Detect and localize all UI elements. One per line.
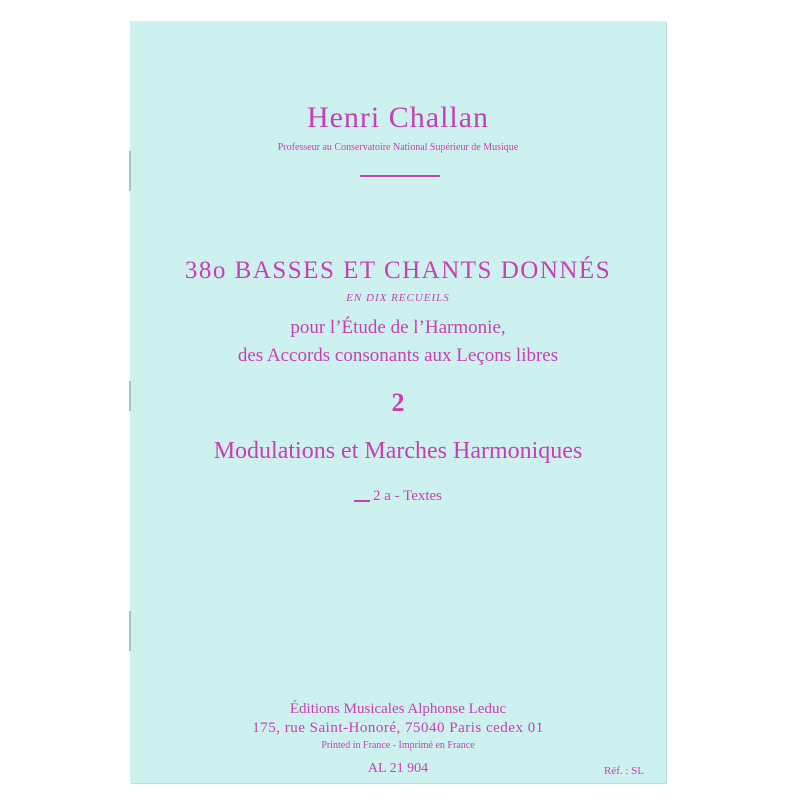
book-subtitle: EN DIX RECUEILS <box>346 292 450 304</box>
volume-number: 2 <box>391 388 405 417</box>
book-cover <box>130 21 666 783</box>
reference-code: Réf. : SL <box>603 765 644 777</box>
binding-mark <box>129 151 131 191</box>
author-name: Henri Challan <box>306 101 490 134</box>
catalog-number: AL 21 904 <box>367 761 429 776</box>
printed-in: Printed in France - Imprimé en France <box>321 740 475 751</box>
volume-part-label: 2 a - Textes <box>372 488 443 504</box>
publisher-name: Éditions Musicales Alphonse Leduc <box>289 701 507 717</box>
publisher-address: 175, rue Saint-Honoré, 75040 Paris cedex 01 <box>252 720 544 736</box>
binding-mark <box>129 611 131 651</box>
author-role: Professeur au Conservatoire National Supérieur de Musique <box>277 142 519 153</box>
volume-part <box>130 488 666 505</box>
divider-rule <box>360 175 440 177</box>
book-description-line-2: des Accords consonants aux Leçons libres <box>237 345 559 366</box>
volume-title: Modulations et Marches Harmoniques <box>213 438 583 464</box>
book-title: 38o BASSES ET CHANTS DONNÉS <box>184 257 612 284</box>
dash-mark <box>354 500 370 502</box>
book-description-line-1: pour l’Étude de l’Harmonie, <box>290 317 506 338</box>
